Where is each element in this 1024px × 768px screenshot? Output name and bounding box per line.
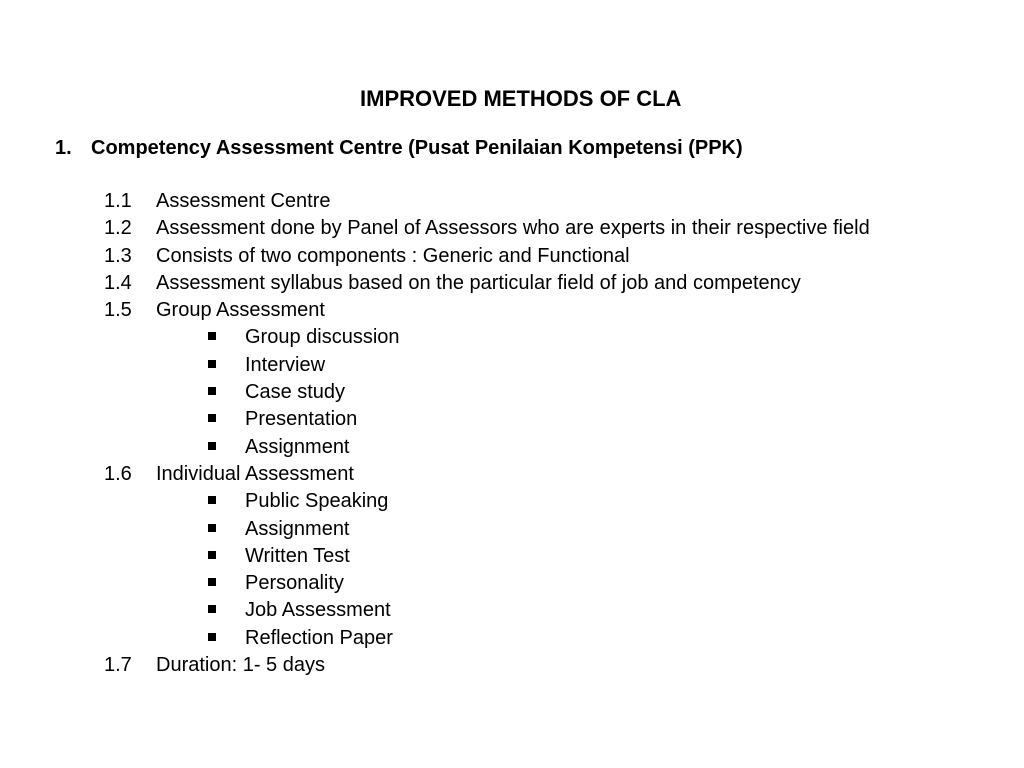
item-number: 1.4	[104, 271, 132, 294]
item-number: 1.7	[104, 654, 132, 677]
sub-list-item	[104, 625, 870, 652]
item-text: Assessment Centre	[156, 190, 331, 212]
item-number: 1.2	[104, 217, 132, 240]
sub-item-text: Interview	[245, 353, 326, 376]
item-number: 1.5	[104, 299, 132, 322]
square-bullet-icon	[208, 524, 216, 532]
sub-list-item	[104, 406, 870, 433]
item-text: Group Assessment	[156, 299, 325, 322]
sub-item-text: Case study	[245, 381, 346, 404]
list-item	[104, 461, 870, 488]
section-heading-text: Competency Assessment Centre (Pusat Penilaian Kompetensi (PPK)	[91, 137, 743, 159]
list-item	[104, 652, 870, 679]
square-bullet-icon	[208, 551, 216, 559]
square-bullet-icon	[208, 633, 216, 641]
square-bullet-icon	[208, 414, 216, 422]
item-text: Consists of two components : Generic and Functional	[156, 244, 630, 267]
sub-list-item	[104, 543, 870, 570]
sub-item-text: Group discussion	[245, 326, 400, 349]
list-item	[104, 215, 870, 242]
sub-list-item	[104, 516, 870, 543]
section-number: 1.	[55, 137, 72, 159]
square-bullet-icon	[208, 442, 216, 450]
item-text: Duration: 1- 5 days	[156, 654, 325, 677]
list-item	[104, 270, 870, 297]
item-text: Assessment done by Panel of Assessors who are experts in their respective field	[156, 217, 870, 240]
item-number: 1.6	[104, 462, 132, 485]
sub-item-text: Public Speaking	[245, 490, 389, 513]
item-number: 1.1	[104, 190, 132, 212]
sub-item-text: Written Test	[245, 544, 350, 567]
item-text: Individual Assessment	[156, 462, 354, 485]
sub-list-item	[104, 352, 870, 379]
assessment-items-list	[104, 188, 870, 679]
item-text: Assessment syllabus based on the particular field of job and competency	[156, 271, 801, 294]
sub-list-item	[104, 488, 870, 515]
item-number: 1.3	[104, 244, 132, 267]
list-item	[104, 188, 870, 215]
list-item	[104, 297, 870, 324]
square-bullet-icon	[208, 332, 216, 340]
slide-title: IMPROVED METHODS OF CLA	[360, 86, 682, 111]
sub-item-text: Job Assessment	[245, 599, 391, 622]
sub-item-text: Personality	[245, 572, 344, 595]
sub-item-text: Reflection Paper	[245, 626, 393, 649]
sub-list-item	[104, 597, 870, 624]
sub-list-item	[104, 570, 870, 597]
section-heading	[55, 134, 743, 162]
square-bullet-icon	[208, 578, 216, 586]
square-bullet-icon	[208, 496, 216, 504]
sub-list-item	[104, 434, 870, 461]
square-bullet-icon	[208, 605, 216, 613]
sub-item-text: Presentation	[245, 408, 358, 431]
sub-item-text: Assignment	[245, 435, 350, 458]
list-item	[104, 243, 870, 270]
square-bullet-icon	[208, 387, 216, 395]
sub-list-item	[104, 324, 870, 351]
square-bullet-icon	[208, 360, 216, 368]
sub-item-text: Assignment	[245, 517, 350, 540]
sub-list-item	[104, 379, 870, 406]
